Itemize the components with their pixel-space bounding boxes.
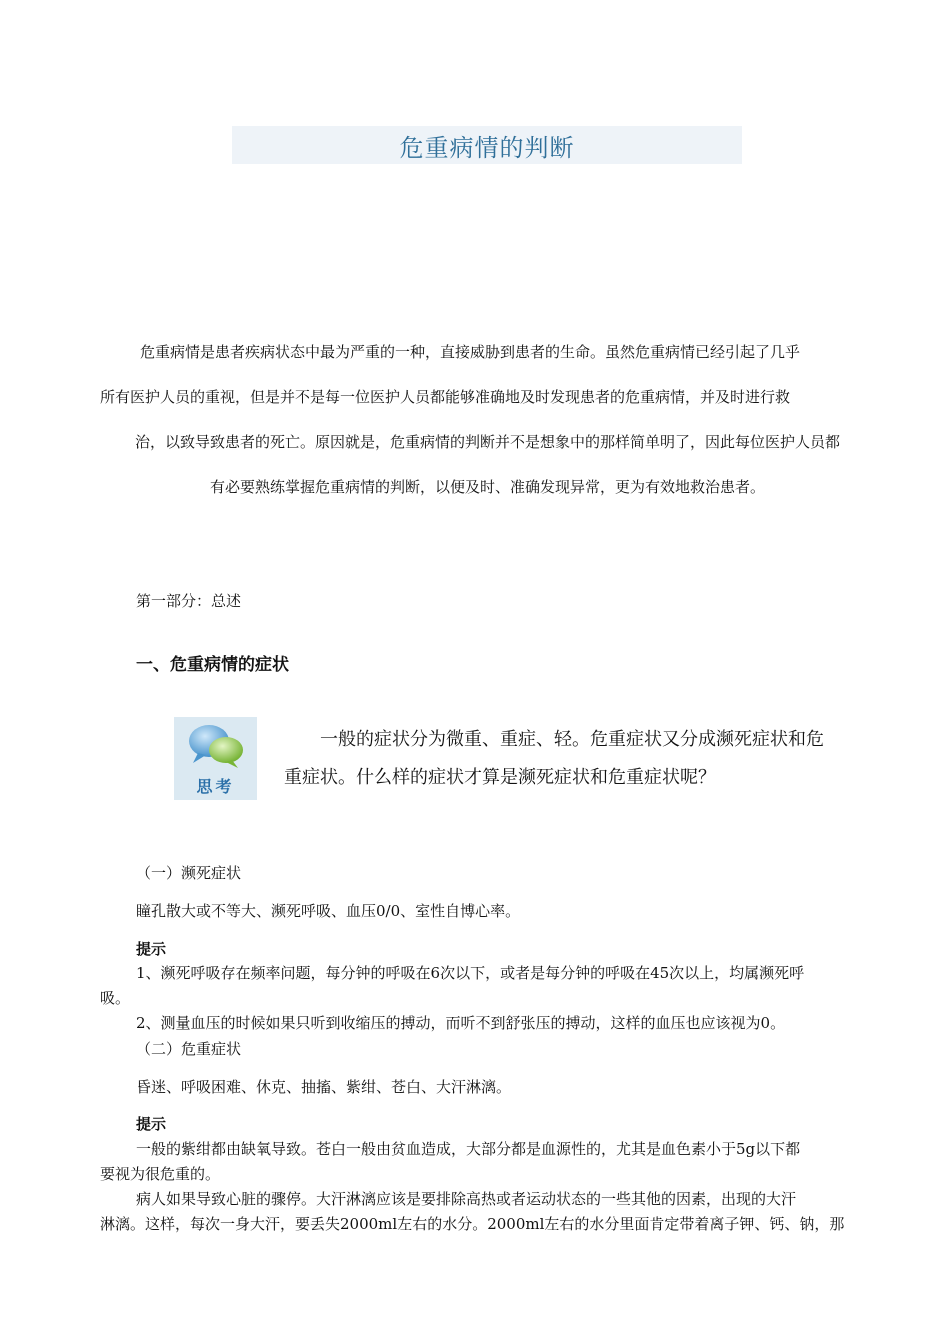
subsection-heading-1: （一）濒死症状 xyxy=(136,864,242,882)
subsection-text-1: 瞳孔散大或不等大、濒死呼吸、血压0/0、室性自博心率。 xyxy=(136,902,521,920)
section-heading: 一、危重病情的症状 xyxy=(136,655,289,675)
think-line: 重症状。什么样的症状才算是濒死症状和危重症状呢？ xyxy=(284,767,716,788)
tip-line: 病人如果导致心脏的骤停。大汗淋漓应该是要排除高热或者运动状态的一些其他的因素，出现的大汗 xyxy=(136,1190,797,1208)
tip-line: 要视为很危重的。 xyxy=(100,1165,221,1183)
subsection-text-2: 昏迷、呼吸困难、休克、抽搐、紫绀、苍白、大汗淋漓。 xyxy=(136,1078,512,1096)
think-icon xyxy=(174,717,257,800)
tip-line: 1、濒死呼吸存在频率问题，每分钟的呼吸在6次以下，或者是每分钟的呼吸在45次以上，均属濒死呼 xyxy=(136,964,805,982)
think-text xyxy=(284,721,864,797)
intro-paragraph xyxy=(100,330,875,510)
title-banner xyxy=(232,126,742,164)
intro-line: 所有医护人员的重视，但是并不是每一位医护人员都能够准确地及时发现患者的危重病情，并及时进行救 xyxy=(100,388,791,406)
tip-block-2 xyxy=(100,1137,875,1237)
part-heading: 第一部分：总述 xyxy=(136,592,242,610)
think-icon-label: 思考 xyxy=(196,777,235,796)
intro-line: 危重病情是患者疾病状态中最为严重的一种，直接威胁到患者的生命。虽然危重病情已经引起了几乎 xyxy=(140,343,801,361)
tip-line: 一般的紫绀都由缺氧导致。苍白一般由贫血造成，大部分都是血源性的，尤其是血色素小于5g以下都 xyxy=(136,1140,801,1158)
tip-line: 2、测量血压的时候如果只听到收缩压的搏动，而听不到舒张压的搏动，这样的血压也应该视为0。 xyxy=(136,1014,786,1032)
tip-line: 吸。 xyxy=(100,989,131,1007)
intro-line: 有必要熟练掌握危重病情的判断，以便及时、准确发现异常，更为有效地救治患者。 xyxy=(209,478,765,496)
tip-line: 淋漓。这样，每次一身大汗，要丢失2000ml左右的水分。2000ml左右的水分里面肯定带着离子钾、钙、钠，那 xyxy=(100,1215,845,1233)
tip-label-1: 提示 xyxy=(136,940,167,958)
intro-line: 治，以致导致患者的死亡。原因就是，危重病情的判断并不是想象中的那样简单明了，因此每位医护人员都 xyxy=(134,433,840,451)
page-title: 危重病情的判断 xyxy=(399,133,575,162)
tip-label-2: 提示 xyxy=(136,1115,167,1133)
subsection-heading-2: （二）危重症状 xyxy=(136,1040,242,1058)
think-line: 一般的症状分为微重、重症、轻。危重症状又分成濒死症状和危 xyxy=(320,729,824,750)
tip-block-1 xyxy=(100,961,875,1036)
